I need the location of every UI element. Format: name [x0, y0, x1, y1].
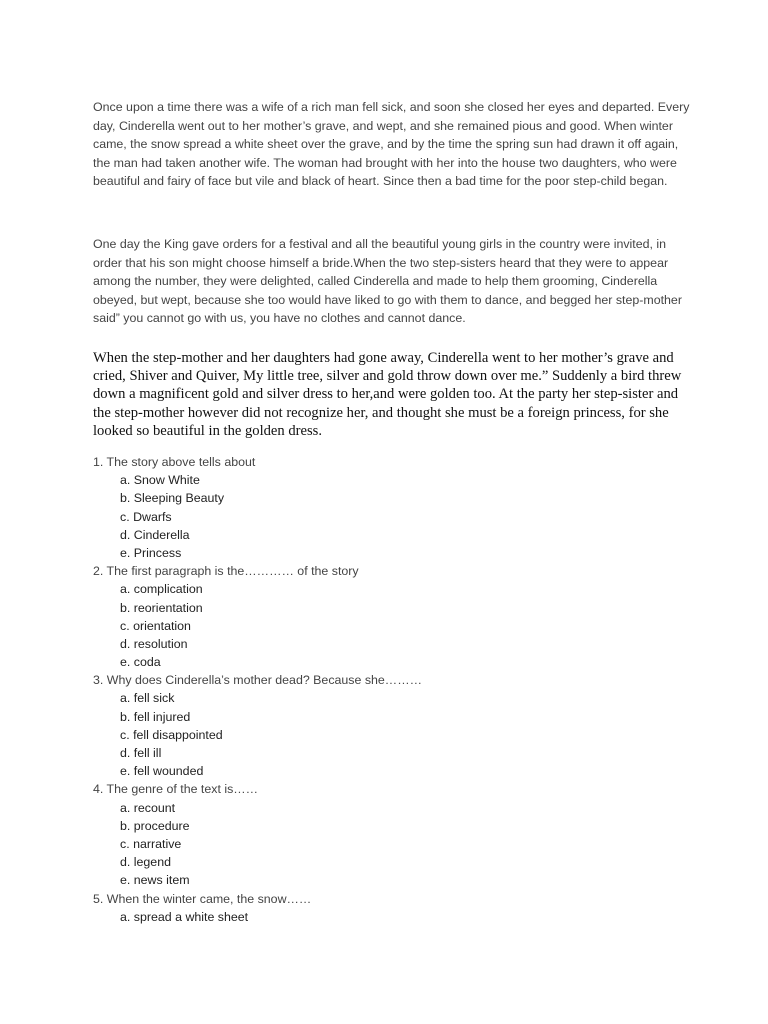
question-list [93, 453, 713, 926]
answer-option: c. narrative [120, 836, 182, 851]
answer-option: a. Snow White [120, 473, 200, 488]
question-1 [93, 453, 713, 562]
answer-option: b. reorientation [120, 600, 203, 615]
passage-paragraph-2: One day the King gave orders for a festival and all the beautiful young girls in the country were invited, in order that his son might choose himself a bride.When the two step-sisters heard that they were to appear among the number, they were delighted, called Cinderella and made to help them grooming, Cinderella obeyed, but wept, because she too would have liked to go with them to dance, and begged her step-mother said” you cannot go with us, you have no clothes and cannot dance. [93, 237, 682, 326]
question-2 [93, 562, 713, 671]
answer-option: c. orientation [120, 618, 191, 633]
answer-option: a. recount [120, 800, 176, 815]
answer-option: a. spread a white sheet [120, 909, 249, 924]
answer-option: e. coda [120, 655, 161, 670]
answer-option: a. fell sick [120, 691, 175, 706]
answer-option: c. Dwarfs [120, 509, 172, 524]
answer-option: d. fell ill [120, 746, 162, 760]
answer-option: d. Cinderella [120, 527, 190, 542]
passage-paragraph-1: Once upon a time there was a wife of a rich man fell sick, and soon she closed her eyes and departed. Every day, Cinderella went out to her mother’s grave, and wept, and she remained pious and good. When winter came, the snow spread a white sheet over the grave, and by the time the spring sun had drawn it off again, the man had taken another wife. The woman had brought with her into the house two daughters, who were beautiful and fairy of face but vile and black of heart. Since then a bad time for the poor step-child began. [93, 100, 690, 189]
answer-option: c. fell disappointed [120, 727, 223, 742]
answer-option: b. fell injured [120, 709, 191, 724]
answer-option: e. news item [120, 873, 190, 888]
question-text: 2. The first paragraph is the………… of the story [93, 564, 359, 579]
answer-option: a. complication [120, 582, 203, 597]
answer-option: b. procedure [120, 818, 190, 833]
answer-option: e. Princess [120, 545, 182, 560]
question-5 [93, 890, 713, 926]
question-text: 4. The genre of the text is…… [93, 782, 259, 797]
question-text: 1. The story above tells about [93, 455, 256, 469]
answer-option: d. legend [120, 855, 171, 870]
question-4 [93, 780, 713, 889]
answer-option: e. fell wounded [120, 764, 204, 779]
passage-paragraph-3: When the step-mother and her daughters had gone away, Cinderella went to her mother’s grave and cried, Shiver and Quiver, My little tree, silver and gold throw down over me.” Suddenly a bird threw down a magnificent gold and silver dress to her,and were golden too. At the party her step-sister and the step-mother however did not recognize her, and thought she must be a foreign princess, for she looked so beautiful in the golden dress. [93, 350, 682, 439]
question-text: 3. Why does Cinderella’s mother dead? Because she……… [93, 673, 422, 688]
question-text: 5. When the winter came, the snow…… [93, 891, 312, 906]
answer-option: d. resolution [120, 636, 188, 651]
answer-option: b. Sleeping Beauty [120, 491, 225, 506]
question-3 [93, 671, 713, 780]
